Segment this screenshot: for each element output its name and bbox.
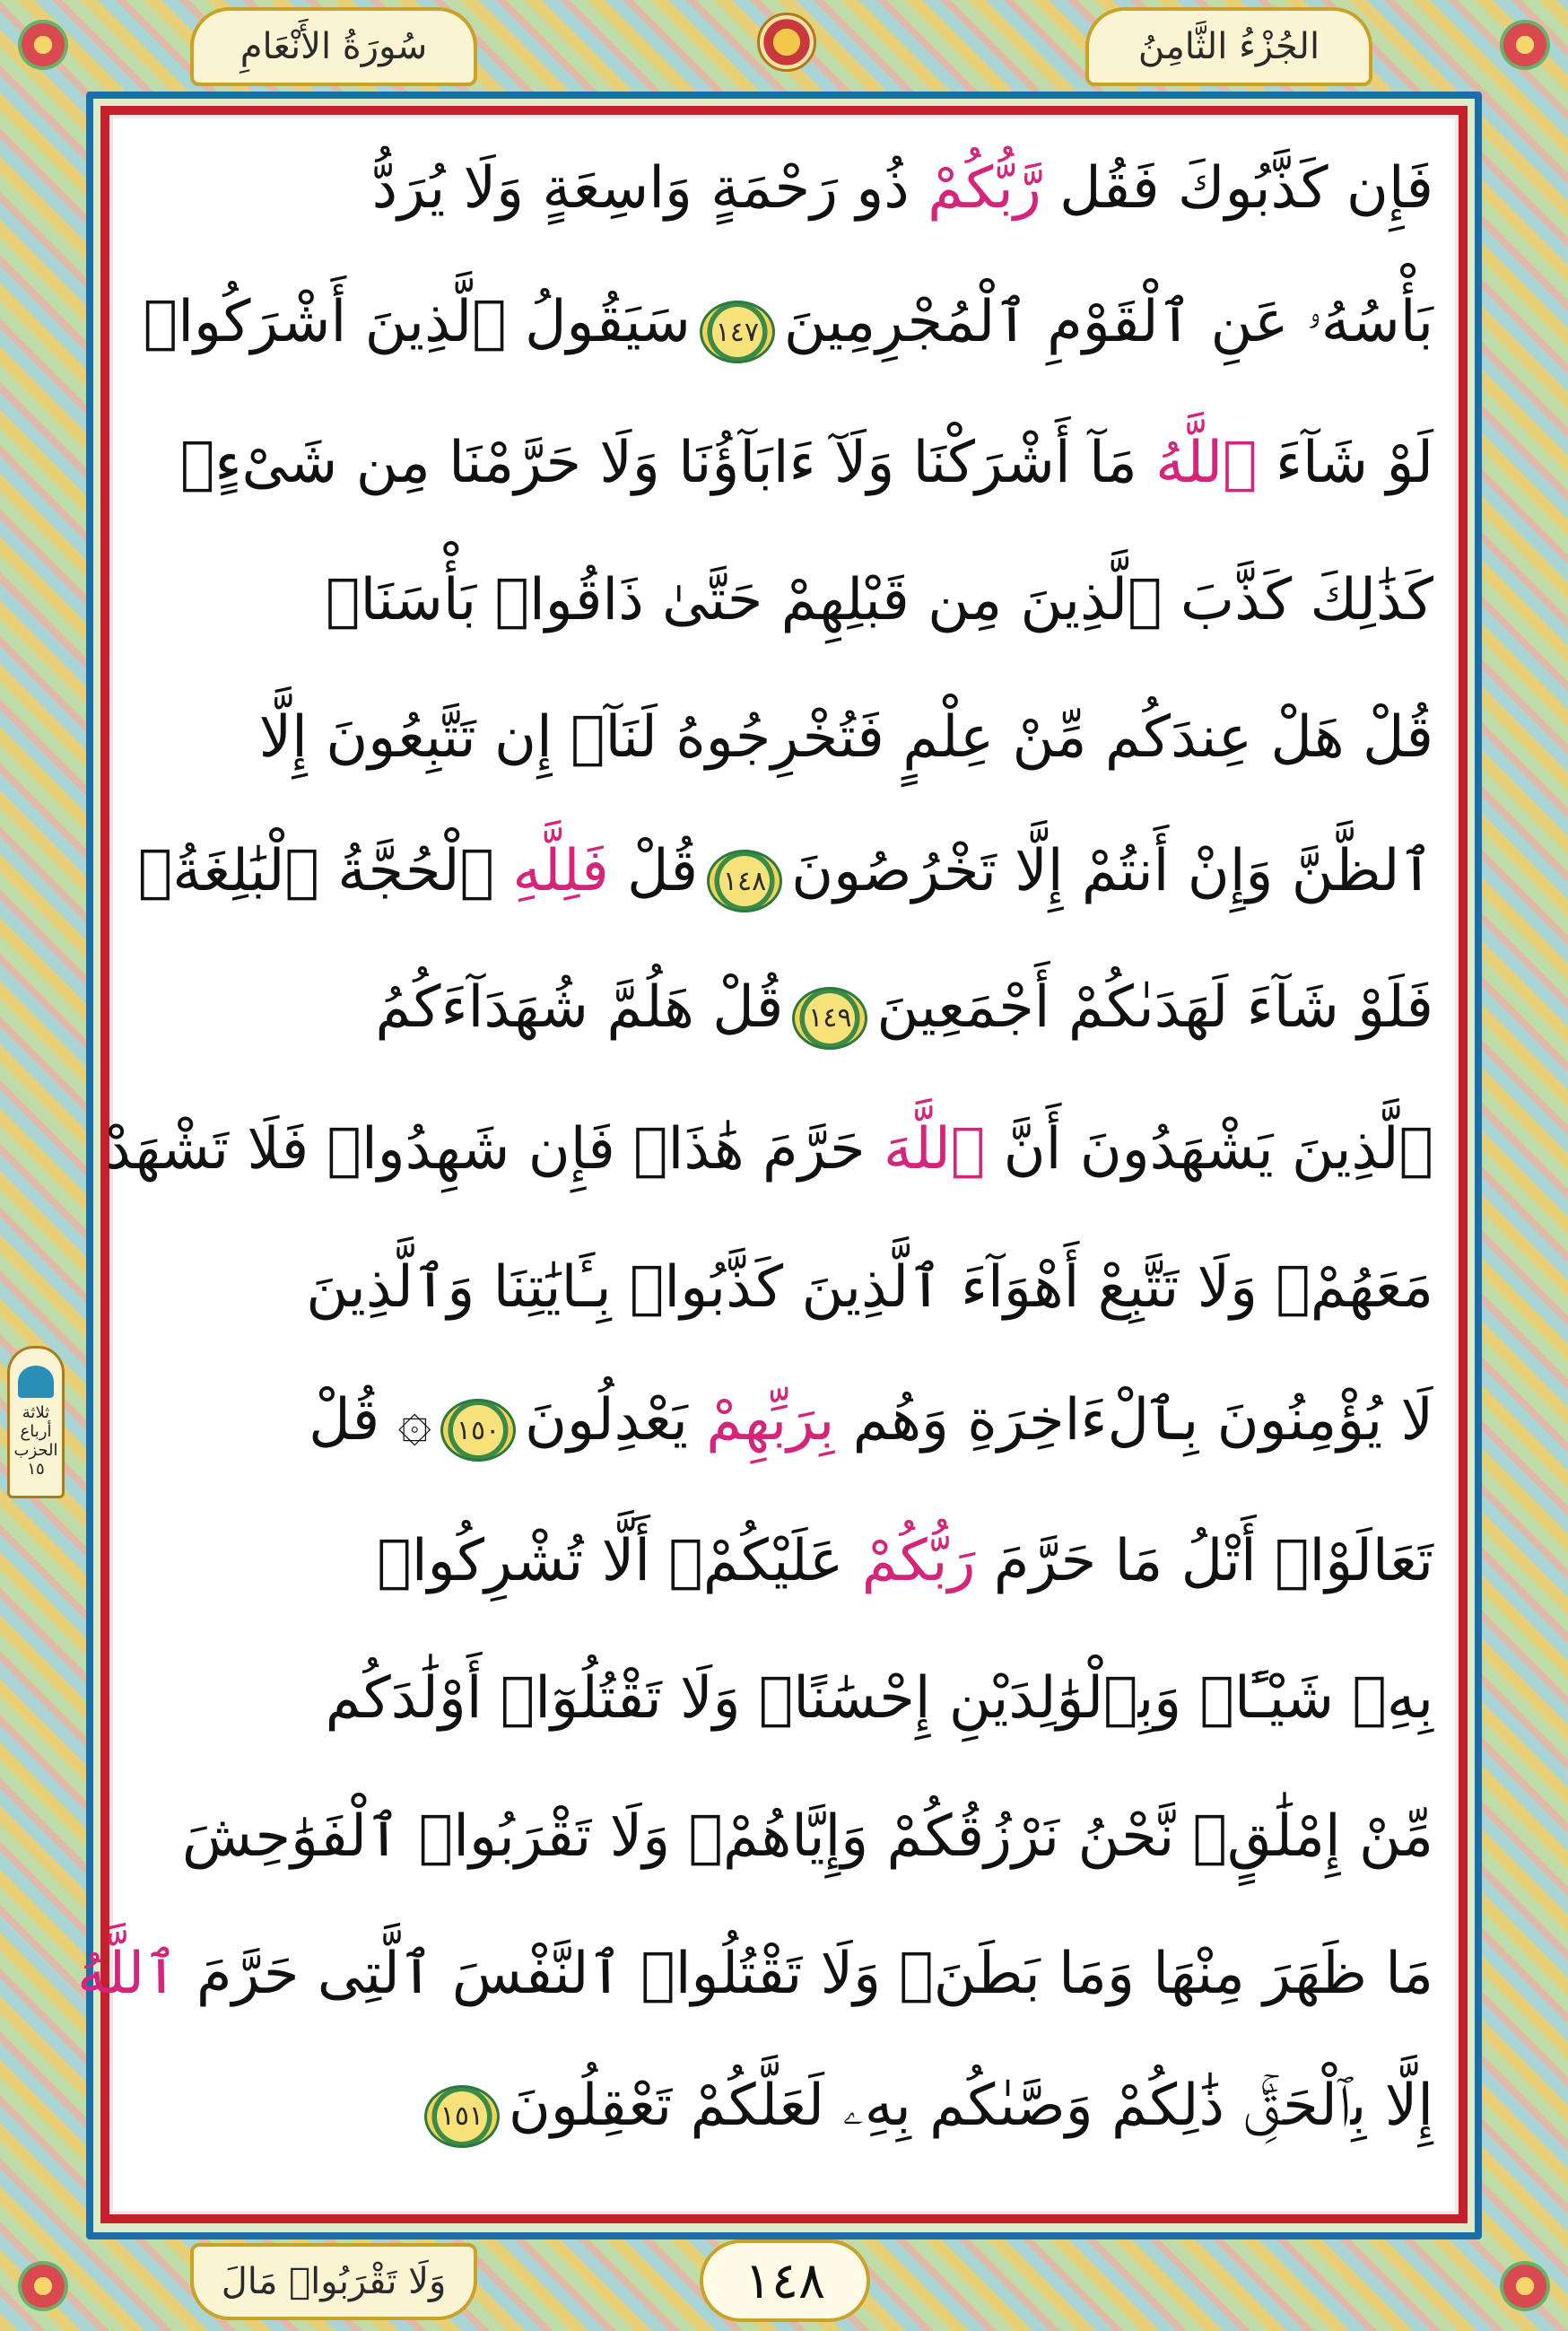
verse-line xyxy=(135,821,1433,929)
verse-segment: مِّنْ إِمْلَٰقٍۖ نَّحْنُ نَرْزُقُكُمْ وَإِيَّاهُمْۖ وَلَا تَقْرَبُوا۟ ٱلْفَوَٰحِشَ xyxy=(181,1803,1433,1870)
verse-text xyxy=(180,430,1433,496)
corner-rose-top-right xyxy=(1500,20,1550,70)
verse-segment: يَعْدِلُونَ xyxy=(525,1386,707,1454)
dome-icon xyxy=(18,1366,54,1398)
verse-text xyxy=(138,837,1433,913)
verse-segment: فَلَوْ شَآءَ لَهَدَىٰكُمْ أَجْمَعِينَ xyxy=(876,974,1433,1042)
verse-text xyxy=(375,974,1433,1050)
verse-line xyxy=(135,409,1433,517)
ayah-number-marker: ١٤٨ xyxy=(707,850,782,912)
catchword: وَلَا تَقْرَبُوا۟ مَالَ xyxy=(190,2243,477,2320)
top-ornament-icon xyxy=(757,13,816,72)
verse-text xyxy=(182,1803,1433,1870)
verse-segment: ٱلْحُجَّةُ ٱلْبَٰلِغَةُۖ xyxy=(137,837,513,904)
divine-name: فَلِلَّهِ xyxy=(512,837,609,904)
verse-text xyxy=(77,1940,1433,2007)
verse-text xyxy=(372,155,1433,222)
divine-name: رَّبُّكُمْ xyxy=(928,155,1041,222)
verse-segment: بِهِۦ شَيْـًٔاۖ وَبِٱلْوَٰلِدَيْنِ إِحْسَٰنًاۖ وَلَا تَقْتُلُوٓا۟ أَوْلَٰدَكُم xyxy=(325,1665,1433,1732)
verse-line xyxy=(135,684,1433,791)
verse-text xyxy=(105,1116,1433,1183)
hizb-marker xyxy=(7,1346,65,1498)
hizb-number: ١٥ xyxy=(27,1460,45,1479)
verse-line xyxy=(135,1370,1433,1478)
verse-line xyxy=(135,1233,1433,1340)
hizb-quarter-label: ثلاثة أرباع xyxy=(20,1403,52,1441)
verse-text xyxy=(306,1253,1433,1321)
juz-title: الجُزْءُ الثَّامِنُ xyxy=(1085,7,1372,86)
verse-text xyxy=(259,704,1433,771)
verse-segment: مَا ظَهَرَ مِنْهَا وَمَا بَطَنَۖ وَلَا تَقْتُلُوا۟ ٱلنَّفْسَ ٱلَّتِى حَرَّمَ xyxy=(178,1940,1433,2007)
hizb-label: الحزب xyxy=(13,1441,58,1460)
divine-name: بِرَبِّهِمْ xyxy=(706,1386,835,1454)
verse-segment: ۞ قُلْ xyxy=(309,1386,432,1454)
verse-segment: فَإِن كَذَّبُوكَ فَقُل xyxy=(1041,155,1433,222)
verse-segment: تَعَالَوْا۟ أَتْلُ مَا حَرَّمَ xyxy=(975,1528,1433,1594)
verse-line xyxy=(105,1096,1433,1203)
page-number: ١٤٨ xyxy=(700,2239,870,2322)
verse-lines xyxy=(77,135,1433,2198)
verse-line xyxy=(135,546,1433,654)
ayah-number-marker: ١٥١ xyxy=(424,2085,500,2148)
verse-text xyxy=(309,1386,1433,1462)
ayah-number-marker: ١٤٧ xyxy=(700,301,775,363)
verse-segment: بَأْسُهُۥ عَنِ ٱلْقَوْمِ ٱلْمُجْرِمِينَ xyxy=(783,288,1433,355)
surah-title: سُورَةُ الأَنْعَامِ xyxy=(190,7,477,86)
verse-segment: حَرَّمَ هَٰذَاۖ فَإِن شَهِدُوا۟ فَلَا تَشْهَدْ xyxy=(105,1116,884,1183)
verse-line xyxy=(135,1507,1433,1615)
verse-segment: لَوْ شَآءَ xyxy=(1257,430,1433,496)
ayah-number-marker: ١٥٠ xyxy=(440,1399,516,1462)
verse-line xyxy=(135,272,1433,380)
verse-line xyxy=(135,1645,1433,1752)
verse-segment: مَعَهُمْۚ وَلَا تَتَّبِعْ أَهْوَآءَ ٱلَّذِينَ كَذَّبُوا۟ بِـَٔايَٰتِنَا وَٱلَّذِينَ xyxy=(306,1253,1433,1321)
verse-text xyxy=(326,1665,1433,1732)
verse-text xyxy=(144,288,1433,364)
divine-name: ٱللَّهُ xyxy=(77,1940,179,2007)
corner-rose-top-left xyxy=(18,20,68,70)
verse-text xyxy=(326,567,1433,633)
verse-line xyxy=(77,1919,1433,2027)
verse-segment: قُلْ xyxy=(608,837,699,904)
verse-text xyxy=(415,2073,1433,2148)
verse-segment: مَآ أَشْرَكْنَا وَلَآ ءَابَآؤُنَا وَلَا حَرَّمْنَا مِن شَىْءٍۚ xyxy=(179,430,1156,496)
verse-segment: قُلْ هَلْ عِندَكُم مِّنْ عِلْمٍ فَتُخْرِجُوهُ لَنَآۖ إِن تَتَّبِعُونَ إِلَّا xyxy=(258,704,1433,771)
verse-line xyxy=(135,958,1433,1066)
verse-line xyxy=(135,135,1433,242)
verse-segment: سَيَقُولُ ٱلَّذِينَ أَشْرَكُوا۟ xyxy=(143,288,691,355)
verse-segment: ٱلظَّنَّ وَإِنْ أَنتُمْ إِلَّا تَخْرُصُونَ xyxy=(791,837,1433,904)
verse-segment: عَلَيْكُمْۖ أَلَّا تُشْرِكُوا۟ xyxy=(377,1528,862,1594)
verse-line xyxy=(135,2056,1433,2164)
verse-segment: ٱلَّذِينَ يَشْهَدُونَ أَنَّ xyxy=(985,1116,1433,1183)
verse-segment: كَذَٰلِكَ كَذَّبَ ٱلَّذِينَ مِن قَبْلِهِمْ حَتَّىٰ ذَاقُوا۟ بَأْسَنَاۗ xyxy=(326,567,1433,633)
divine-name: رَبُّكُمْ xyxy=(861,1528,976,1594)
divine-name: ٱللَّهُ xyxy=(1155,430,1258,496)
ayah-number-marker: ١٤٩ xyxy=(792,987,867,1050)
verse-segment: لَا يُؤْمِنُونَ بِٱلْءَاخِرَةِ وَهُم xyxy=(834,1386,1433,1454)
verse-segment: إِلَّا بِٱلْحَقِّۚ ذَٰلِكُمْ وَصَّىٰكُم بِهِۦ لَعَلَّكُمْ تَعْقِلُونَ xyxy=(508,2073,1433,2140)
verse-segment: قُلْ هَلُمَّ شُهَدَآءَكُمُ xyxy=(375,974,784,1042)
verse-text xyxy=(377,1528,1433,1594)
corner-rose-bottom-left xyxy=(18,2261,68,2311)
verse-line xyxy=(135,1782,1433,1890)
verse-segment: ذُو رَحْمَةٍ وَاسِعَةٍ وَلَا يُرَدُّ xyxy=(371,155,928,222)
divine-name: ٱللَّهَ xyxy=(883,1116,986,1183)
corner-rose-bottom-right xyxy=(1500,2261,1550,2311)
